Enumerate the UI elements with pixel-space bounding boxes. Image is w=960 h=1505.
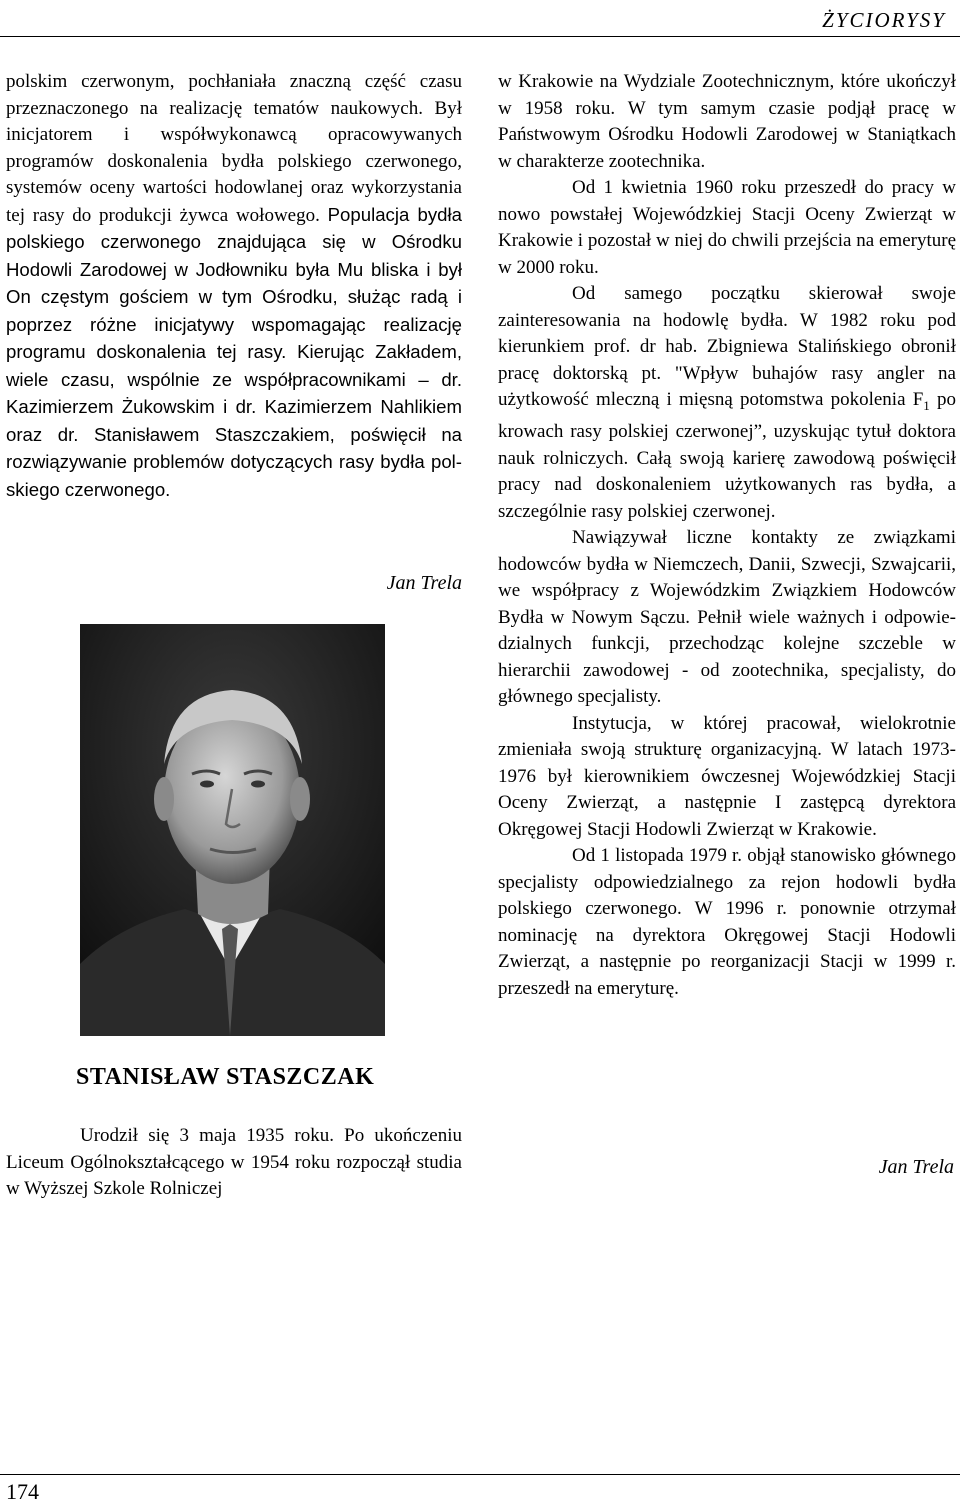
right-paragraph-3: [498, 281, 956, 525]
portrait-photo: [80, 624, 385, 1036]
right-paragraph-2: Od 1 kwietnia 1960 roku przeszedł do pracy w nowo powstałej Wojewódzkiej Stacji Oceny Zwierząt w Krakowie i pozostał w niej do chwili przejścia na emeryturę w 2000 roku.: [498, 177, 956, 278]
biography-name-heading: STANISŁAW STASZCZAK: [76, 1064, 375, 1090]
footer-rule: [0, 1474, 960, 1475]
left-column-bottom: [6, 1123, 462, 1203]
right-paragraph-5: Instytucja, w której pracował, wielokrotnie zmieniała swoją strukturę organizacyjną. W latach 1973-1976 był kierownikiem ówczesnej Wojewódzkiej Stacji Oceny Zwierząt, a następnie I zastępcą dyrektora Okręgowej Stacji Hodowli Zwierząt w Krakowie.: [498, 712, 956, 840]
portrait-drawing: [80, 624, 385, 1036]
right-column: [498, 69, 956, 1002]
page-number: 174: [6, 1479, 39, 1504]
left-signature: Jan Trela: [386, 572, 462, 594]
left-paragraph-1-sans: Populacja bydła polskiego czerwonego znajdująca się w Ośrodku Hodowli Zarodowej w Jodłowniku była Mu bliska i był On częstym gościem w tym Ośrodku, służąc radą i poprzez różne inicjatywy wspomagając realizację programu doskonalenia tej rasy. Kierując Zakładem, wiele czasu, wspólnie ze współpracownikami – dr. Kazimierzem Żukowskim i dr. Kazimierzem Nahlikiem oraz dr. Stanisławem Staszczakiem, poświęcił na rozwiązywanie problemów dotyczących rasy bydła polskiego czerwonego.: [6, 203, 462, 500]
left-column-top: [6, 69, 462, 504]
right-paragraph-6: Od 1 listopada 1979 r. objął stanowisko głównego specjalisty odpowiedzialnego za rejon hodowli bydła polskiego czerwonego. W 1996 r. ponownie otrzymał nominację na dyrektora Okręgowej Stacji Hodowli Zwierząt, a następnie po reorganizacji Stacji w 1999 r. przeszedł na emeryturę.: [498, 845, 956, 999]
left-paragraph-2: Urodził się 3 maja 1935 roku. Po ukończeniu Liceum Ogólnokształcącego w 1954 roku rozpoczął studia w Wyższej Szkole Rolniczej: [6, 1125, 462, 1199]
running-header-title: ŻYCIORYSY: [822, 8, 946, 32]
right-signature: Jan Trela: [878, 1156, 954, 1178]
right-paragraph-3-part-1: Od samego początku skierował swoje zainteresowania na hodowlę bydła. W 1982 roku pod kierunkiem prof. dr hab. Zbigniewa Stalińskiego obronił pracę doktorską pt. "Wpływ buhajów rasy angler na użytkowość mleczną i mięsną potomstwa pokolenia F: [498, 283, 956, 410]
right-paragraph-1: w Krakowie na Wydziale Zootechnicznym, które ukończył w 1958 roku. W tym samym czasie podjął pracę w Państwowym Ośrodku Hodowli Zarodowej w Staniątkach w charakterze zootechnika.: [498, 71, 956, 172]
right-paragraph-4: Nawiązywał liczne kontakty ze związkami hodowców bydła w Niemczech, Danii, Szwecji, Szwajcarii, we współpracy z Wojewódzkim Związkiem Hodowców Bydła w Nowym Sączu. Pełnił wiele ważnych i odpowiedzialnych funkcji, przechodząc kolejne szczeble w hierarchii zawodowej - od zootechnika, specjalisty, do głównego specjalisty.: [498, 527, 956, 708]
left-paragraph-1-serif: polskim czerwonym, pochłaniała znaczną część czasu przeznaczonego na realizację tematów naukowych. Był inicjatorem i współwykonawcą opracowywanych programów doskonalenia bydła polskiego czerwonego, systemów oceny wartości hodowlanej oraz wykorzystania tej rasy do produkcji żywca wołowego.: [6, 71, 462, 226]
right-paragraph-3-subscript: 1: [923, 397, 930, 413]
right-paragraph-3-part-2: po krowach rasy polskiej czerwonej”, uzyskując tytuł doktora nauk rolniczych. Całą swoją karierę zawodową poświęcił pracy nad doskonaleniem użytkowanych ras bydła, a szczególnie rasy polskiej czerwonej.: [498, 389, 957, 522]
left-paragraph-1: [6, 69, 462, 504]
header-rule: [0, 36, 960, 37]
